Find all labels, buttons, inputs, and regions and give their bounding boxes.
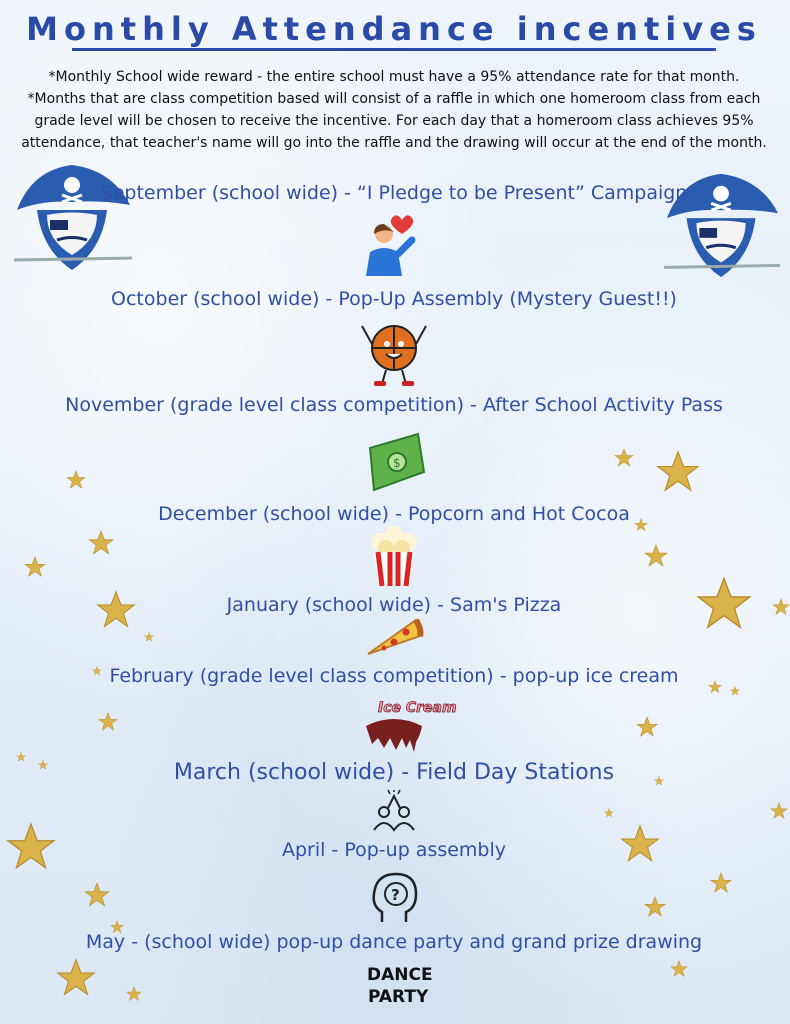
gold-star-icon [770,802,788,820]
month-september: September (school wide) - “I Pledge to be Present” Campaign [100,182,688,204]
gold-star-icon [96,590,136,630]
gold-star-icon [92,666,102,676]
month-april: April - Pop-up assembly [281,839,507,861]
gold-star-icon [730,686,740,696]
month-may: May - (school wide) pop-up dance party and grand prize drawing [85,931,703,953]
month-october: October (school wide) - Pop-Up Assembly (Mystery Guest!!) [111,288,677,310]
gold-star-icon [16,752,26,762]
dance-party-text-icon [364,958,433,1010]
intro-text [8,66,780,154]
party-text: PARTY [368,987,429,1007]
gold-star-icon [84,882,110,908]
month-january: January (school wide) - Sam's Pizza [226,594,562,616]
basketball-mascot-icon [356,318,432,388]
pizza-slice-icon [364,614,424,658]
month-february: February (grade level class competition) - pop-up ice cream [109,665,679,687]
gold-star-icon [708,680,722,694]
gold-star-icon [654,776,664,786]
gold-star-icon [6,822,56,872]
svg-text:?: ? [391,886,400,904]
gold-star-icon [656,450,700,494]
gold-star-icon [38,760,48,770]
gold-star-icon [56,958,96,998]
gold-star-icon [696,576,752,632]
ice-text: Ice Cream [378,700,457,716]
gold-star-icon [126,986,142,1002]
high-five-icon [370,790,418,832]
gold-star-icon [614,448,634,468]
gold-star-icon [710,872,732,894]
gold-star-icon [604,808,614,818]
month-december: December (school wide) - Popcorn and Hot Cocoa [158,503,630,525]
gold-star-icon [66,470,86,490]
gold-star-icon [644,896,666,918]
gold-star-icon [24,556,46,578]
gold-star-icon [144,632,154,642]
svg-text:$: $ [393,456,401,470]
raising-hand-heart-icon [362,206,426,280]
intro-line-2: *Months that are class competition based will consist of a raffle in which one homeroom class from each grade level will be chosen to receive the incentive. For each day that a homeroom class achieves 95% attendance, that teacher's name will go into the raffle and the drawing will occur at the end of the month. [21,91,767,151]
gold-star-icon [620,824,660,864]
title-underline [72,48,716,51]
gold-star-icon [98,712,118,732]
intro-line-1: *Monthly School wide reward - the entire school must have a 95% attendance rate for that month. [48,69,740,85]
money-bill-icon [360,428,428,494]
popcorn-icon [368,526,420,588]
gold-star-icon [634,518,648,532]
gold-star-icon [644,544,668,568]
question-head-icon [368,868,422,926]
gold-star-icon [772,598,790,616]
month-march: March (school wide) - Field Day Stations [173,760,615,785]
ice-cream-text-icon [360,692,457,754]
pirate-mascot-left-icon [12,160,134,280]
gold-star-icon [636,716,658,738]
dance-text: DANCE [367,965,433,985]
month-november: November (grade level class competition) - After School Activity Pass [65,394,723,416]
page-title: Monthly Attendance incentives [26,10,762,48]
gold-star-icon [88,530,114,556]
gold-star-icon [110,920,124,934]
gold-star-icon [670,960,688,978]
